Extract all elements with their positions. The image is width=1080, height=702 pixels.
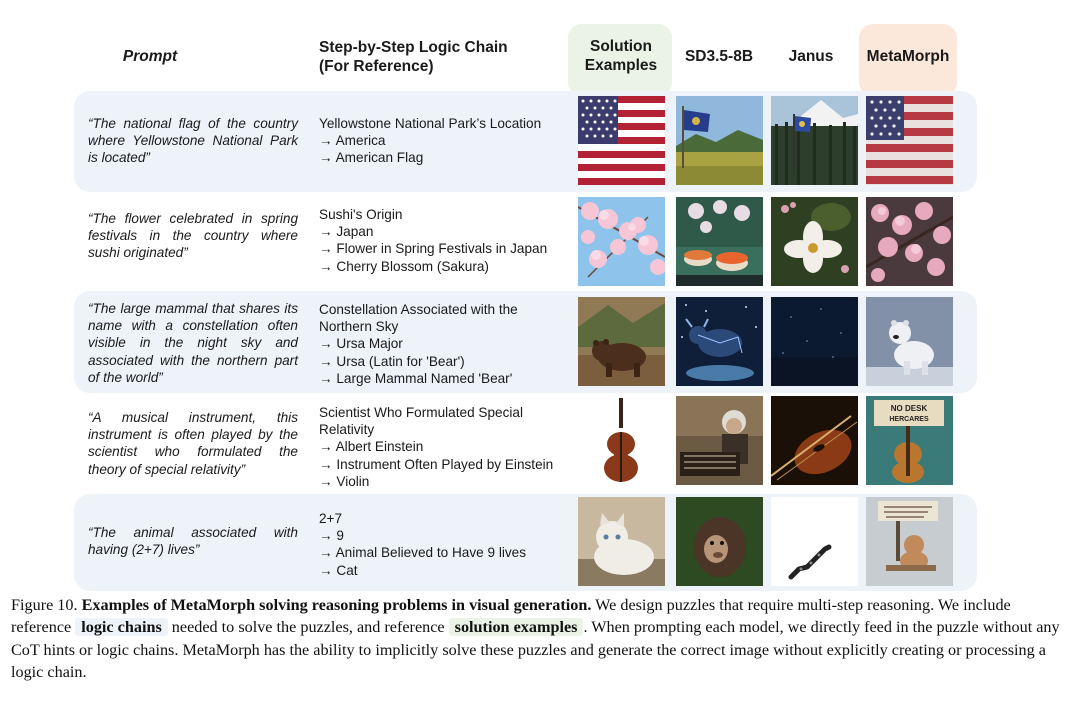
header-solution-line1: Solution: [590, 38, 652, 55]
chain-step: → Instrument Often Played by Einstein: [319, 456, 554, 472]
chain-step: 2+7: [319, 511, 343, 526]
janus-image-violin-closeup: [771, 396, 858, 485]
header-logic-chain-line2: (For Reference): [319, 58, 434, 75]
caption-label: Figure 10.: [11, 596, 78, 614]
chain-step: → American Flag: [319, 150, 424, 166]
row-3-prompt: “The large mammal that shares its name with a constellation often visible in the night sky and associated with the northern part of the world”: [88, 301, 298, 385]
caption-highlight-logic-chains: logic chains: [75, 618, 168, 636]
caption-text-3: . When prompting each model, we directly feed in the puzzle without any CoT hints or logic chains. MetaMorph has the ability to implicitly solve these puzzles and generate the correct image without explicitly creating or processing a logic chain.: [11, 618, 1060, 682]
row-3-logic-chain: [319, 301, 569, 387]
sd-image-einstein-instrument: [676, 396, 763, 485]
row-1-logic-chain: [319, 115, 569, 167]
chain-step: → Violin: [319, 473, 370, 489]
chain-step: → Cherry Blossom (Sakura): [319, 258, 489, 274]
chain-step: → Flower in Spring Festivals in Japan: [319, 241, 548, 257]
header-solution-line2: Examples: [584, 57, 658, 74]
row-1-prompt: “The national flag of the country where Yellowstone National Park is located”: [88, 116, 298, 166]
metamorph-image-cat-sign: [866, 497, 953, 586]
header-metamorph: MetaMorph: [866, 48, 950, 65]
row-2-logic-chain: [319, 206, 569, 275]
figure-caption: [11, 594, 1069, 684]
chain-step: Scientist Who Formulated Special: [319, 405, 523, 420]
sd-image-flag-meadow: [676, 96, 763, 185]
caption-highlight-solution-examples: solution examples: [449, 618, 584, 636]
chain-step: Constellation Associated with the: [319, 302, 518, 317]
row-5-logic-chain: [319, 510, 569, 579]
chain-step: → America: [319, 133, 386, 149]
sign-line-2: HERCARES: [889, 416, 929, 423]
solution-image-brown-bear: [578, 297, 665, 386]
row-2-prompt: “The flower celebrated in spring festivals in the country where sushi originated”: [88, 211, 298, 261]
caption-text-1: We design puzzles that require multi-step reasoning. We include reference: [11, 596, 1011, 637]
chain-step: → Ursa Major: [319, 336, 403, 352]
sd-image-monkey: [676, 497, 763, 586]
header-solution-examples: [572, 37, 670, 75]
solution-image-american-flag: [578, 96, 665, 185]
header-janus: Janus: [788, 48, 834, 65]
sd-image-constellation-bull: [676, 297, 763, 386]
solution-image-violin: [578, 396, 665, 485]
chain-step: → Cat: [319, 562, 358, 578]
chain-step: → Animal Believed to Have 9 lives: [319, 545, 527, 561]
sign-line-1: NO DESK: [890, 404, 928, 413]
chain-step: → Large Mammal Named 'Bear': [319, 370, 513, 386]
caption-title: Examples of MetaMorph solving reasoning problems in visual generation.: [81, 596, 592, 614]
chain-step: Yellowstone National Park’s Location: [319, 116, 542, 131]
header-logic-chain-line1: Step-by-Step Logic Chain: [319, 39, 508, 56]
janus-image-small-animal: [771, 497, 858, 586]
chain-step: → Ursa (Latin for 'Bear'): [319, 353, 465, 369]
header-logic-chain: [319, 38, 559, 76]
caption-text-2: needed to solve the puzzles, and reference: [171, 618, 445, 637]
metamorph-image-cherry-blossom: [866, 197, 953, 286]
janus-image-night-sky: [771, 297, 858, 386]
janus-image-white-flower: [771, 197, 858, 286]
row-4-prompt: “A musical instrument, this instrument is often played by the scientist who formulated the theory of special relativity”: [88, 410, 298, 477]
chain-step: → Albert Einstein: [319, 439, 424, 455]
header-prompt: Prompt: [122, 48, 178, 65]
chain-step: Northern Sky: [319, 319, 399, 335]
chain-step: → 9: [319, 528, 344, 544]
janus-image-forest-flag: [771, 96, 858, 185]
solution-image-cat: [578, 497, 665, 586]
row-5-prompt: “The animal associated with having (2+7) lives”: [88, 525, 298, 558]
solution-image-cherry-blossom: [578, 197, 665, 286]
chain-step: Sushi's Origin: [319, 207, 403, 222]
metamorph-image-american-flag: [866, 96, 953, 185]
header-sd35: SD3.5-8B: [684, 48, 754, 65]
sd-image-sushi-blossom: [676, 197, 763, 286]
metamorph-image-polar-bear: [866, 297, 953, 386]
chain-step: → Japan: [319, 224, 374, 240]
row-4-logic-chain: [319, 404, 569, 490]
metamorph-image-violin-sign: [866, 396, 953, 485]
chain-step: Relativity: [319, 422, 375, 438]
